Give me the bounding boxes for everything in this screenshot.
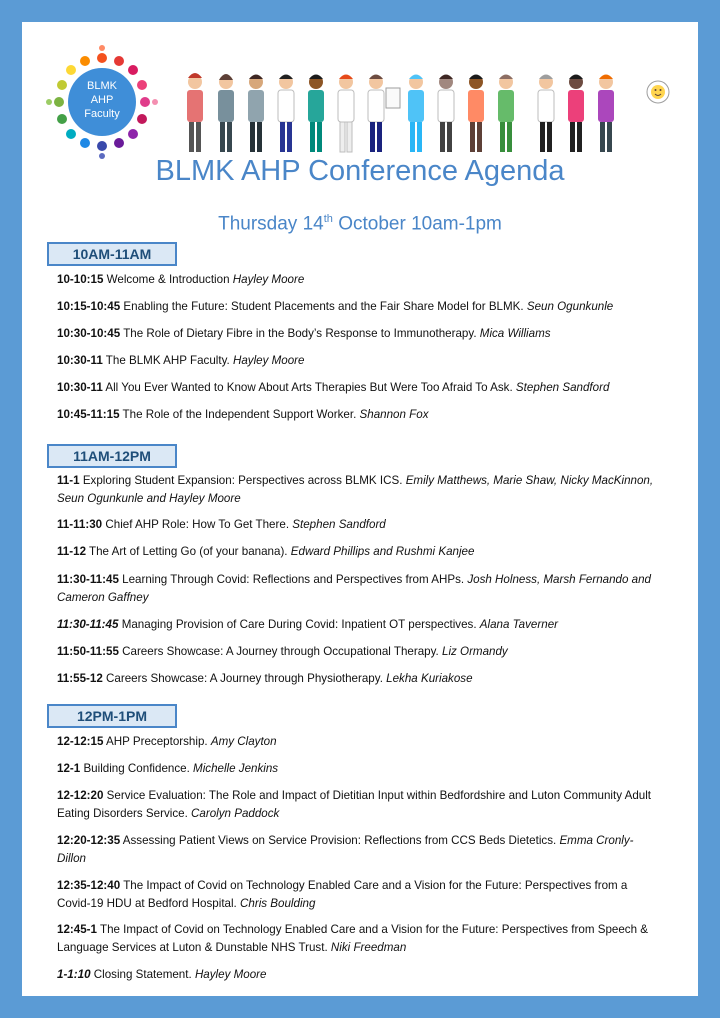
agenda-time: 11-12 xyxy=(57,545,87,558)
agenda-title: All You Ever Wanted to Know About Arts Therapies But Were Too Afraid To Ask. xyxy=(105,381,513,394)
person-4-icon xyxy=(278,75,294,153)
agenda-speaker: Stephen Sandford xyxy=(515,381,610,394)
person-8-icon xyxy=(408,75,424,153)
agenda-item xyxy=(57,571,657,606)
section-header-11am-12pm: 11AM-12PM xyxy=(47,444,177,468)
agenda-title: Careers Showcase: A Journey through Occupational Therapy. xyxy=(122,645,439,658)
logo-line-1: BLMK xyxy=(87,80,117,92)
agenda-time: 11-1 xyxy=(57,474,80,487)
agenda-speaker: Edward Phillips and Rushmi Kanjee xyxy=(290,545,475,558)
agenda-title: The Role of the Independent Support Worker. xyxy=(122,408,357,421)
agenda-title: The Impact of Covid on Technology Enabled Care and a Vision for the Future: Perspectives from a Covid-19 HDU at Bedford Hospital. xyxy=(57,879,628,910)
agenda-speaker: Carolyn Paddock xyxy=(191,806,280,820)
agenda-time: 10:15-10:45 xyxy=(57,300,121,313)
agenda-title: The BLMK AHP Faculty. xyxy=(105,354,230,367)
agenda-time: 10:30-11 xyxy=(57,381,103,394)
agenda-page xyxy=(22,22,698,996)
event-date-suffix: October 10am-1pm xyxy=(332,213,502,235)
event-date-suffix-sup: th xyxy=(323,213,333,225)
agenda-item xyxy=(57,298,657,316)
logo-line-3: Faculty xyxy=(84,108,120,120)
agenda-speaker: Seun Ogunkunle xyxy=(526,300,614,313)
agenda-time: 11:30-11:45 xyxy=(57,573,119,586)
agenda-speaker: Lekha Kuriakose xyxy=(386,672,473,685)
agenda-title: The Role of Dietary Fibre in the Body’s Response to Immunotherapy. xyxy=(123,327,477,340)
person-3-icon xyxy=(248,75,264,153)
event-date-prefix: Thursday 14 xyxy=(218,213,324,235)
section-header-12pm-1pm: 12PM-1PM xyxy=(47,704,177,728)
agenda-title: Chief AHP Role: How To Get There. xyxy=(105,518,290,531)
person-10-icon xyxy=(468,75,484,153)
agenda-item xyxy=(57,325,657,343)
agenda-item xyxy=(57,271,657,289)
person-2-icon xyxy=(218,74,234,152)
agenda-item xyxy=(57,760,657,778)
agenda-title: Welcome & Introduction xyxy=(106,273,230,286)
agenda-title: AHP Preceptorship. xyxy=(106,735,208,748)
agenda-speaker: Mica Williams xyxy=(479,327,551,340)
smiley-face-icon xyxy=(647,81,669,103)
agenda-item xyxy=(57,516,657,534)
agenda-speaker: Hayley Moore xyxy=(232,273,305,286)
agenda-title: Enabling the Future: Student Placements and the Fair Share Model for BLMK. xyxy=(123,300,524,313)
agenda-item xyxy=(57,352,657,370)
event-date xyxy=(22,213,698,235)
agenda-item xyxy=(57,921,657,956)
agenda-time: 12-12:15 xyxy=(57,735,104,748)
agenda-time: 12:20-12:35 xyxy=(57,834,121,847)
agenda-item xyxy=(57,670,657,688)
person-12-icon xyxy=(538,75,554,153)
agenda-title: Exploring Student Expansion: Perspectives across BLMK ICS. xyxy=(82,474,403,487)
agenda-item xyxy=(57,787,657,822)
agenda-item xyxy=(57,966,657,984)
agenda-speaker: Emily Matthews, Marie Shaw, Nicky MacKinnon, Seun Ogunkunle and Hayley Moore xyxy=(57,474,654,505)
agenda-time: 11:50-11:55 xyxy=(57,645,119,658)
agenda-time: 10-10:15 xyxy=(57,273,104,286)
agenda-time: 1-1:10 xyxy=(57,968,91,981)
agenda-time: 12-1 xyxy=(57,762,81,775)
agenda-title: Learning Through Covid: Reflections and Perspectives from AHPs. xyxy=(122,573,465,586)
person-13-icon xyxy=(568,75,584,153)
agenda-time: 12:45-1 xyxy=(57,923,97,936)
agenda-item xyxy=(57,733,657,751)
person-11-icon xyxy=(498,75,514,153)
agenda-speaker: Liz Ormandy xyxy=(442,645,508,658)
agenda-time: 11:30-11:45 xyxy=(57,618,119,631)
agenda-time: 10:30-10:45 xyxy=(57,327,121,340)
agenda-time: 11-11:30 xyxy=(57,518,103,531)
agenda-title: The Art of Letting Go (of your banana). xyxy=(89,545,288,558)
agenda-time: 12-12:20 xyxy=(57,789,104,802)
person-1-icon xyxy=(187,73,203,152)
agenda-item xyxy=(57,379,657,397)
person-7-icon xyxy=(368,75,400,153)
page-title: BLMK AHP Conference Agenda xyxy=(155,155,565,187)
agenda-time: 10:30-11 xyxy=(57,354,103,367)
agenda-time: 11:55-12 xyxy=(57,672,103,685)
agenda-speaker: Emma Cronly-Dillon xyxy=(57,834,634,865)
agenda-speaker: Shannon Fox xyxy=(359,408,429,421)
agenda-item xyxy=(57,543,657,561)
agenda-speaker: Hayley Moore xyxy=(194,968,267,981)
agenda-item xyxy=(57,643,657,661)
agenda-title: Closing Statement. xyxy=(93,968,192,981)
agenda-speaker: Amy Clayton xyxy=(210,735,277,748)
agenda-speaker: Alana Taverner xyxy=(479,618,558,631)
agenda-speaker: Chris Boulding xyxy=(240,896,316,910)
agenda-speaker: Josh Holness, Marsh Fernando and Cameron Gaffney xyxy=(57,573,652,604)
agenda-title: The Impact of Covid on Technology Enabled Care and a Vision for the Future: Perspectives from Speech & Language Services at Luton & Dunstable NHS Trust. xyxy=(57,923,648,954)
person-6-icon xyxy=(338,75,354,153)
agenda-title: Service Evaluation: The Role and Impact of Dietitian Input within Bedfordshire and Luton Community Adult Eating Disorders Service. xyxy=(57,789,652,820)
agenda-speaker: Niki Freedman xyxy=(330,940,407,954)
agenda-item xyxy=(57,616,657,634)
agenda-item xyxy=(57,406,657,424)
section-header-10am-11am: 10AM-11AM xyxy=(47,242,177,266)
agenda-speaker: Hayley Moore xyxy=(232,354,305,367)
agenda-item xyxy=(57,472,657,507)
agenda-time: 12:35-12:40 xyxy=(57,879,121,892)
logo-line-2: AHP xyxy=(90,94,114,106)
agenda-title: Managing Provision of Care During Covid: Inpatient OT perspectives. xyxy=(121,618,477,631)
agenda-speaker: Michelle Jenkins xyxy=(193,762,279,775)
agenda-item xyxy=(57,877,657,912)
person-14-icon xyxy=(598,75,614,153)
agenda-title: Assessing Patient Views on Service Provision: Reflections from CCS Beds Dietetics. xyxy=(122,834,557,847)
agenda-speaker: Stephen Sandford xyxy=(292,518,386,531)
agenda-time: 10:45-11:15 xyxy=(57,408,120,421)
agenda-title: Building Confidence. xyxy=(83,762,190,775)
blmk-logo-icon xyxy=(42,42,162,162)
agenda-item xyxy=(57,832,657,867)
person-5-icon xyxy=(308,75,324,153)
person-9-icon xyxy=(438,75,454,153)
healthcare-staff-illustration xyxy=(180,68,680,164)
agenda-title: Careers Showcase: A Journey through Physiotherapy. xyxy=(106,672,383,685)
